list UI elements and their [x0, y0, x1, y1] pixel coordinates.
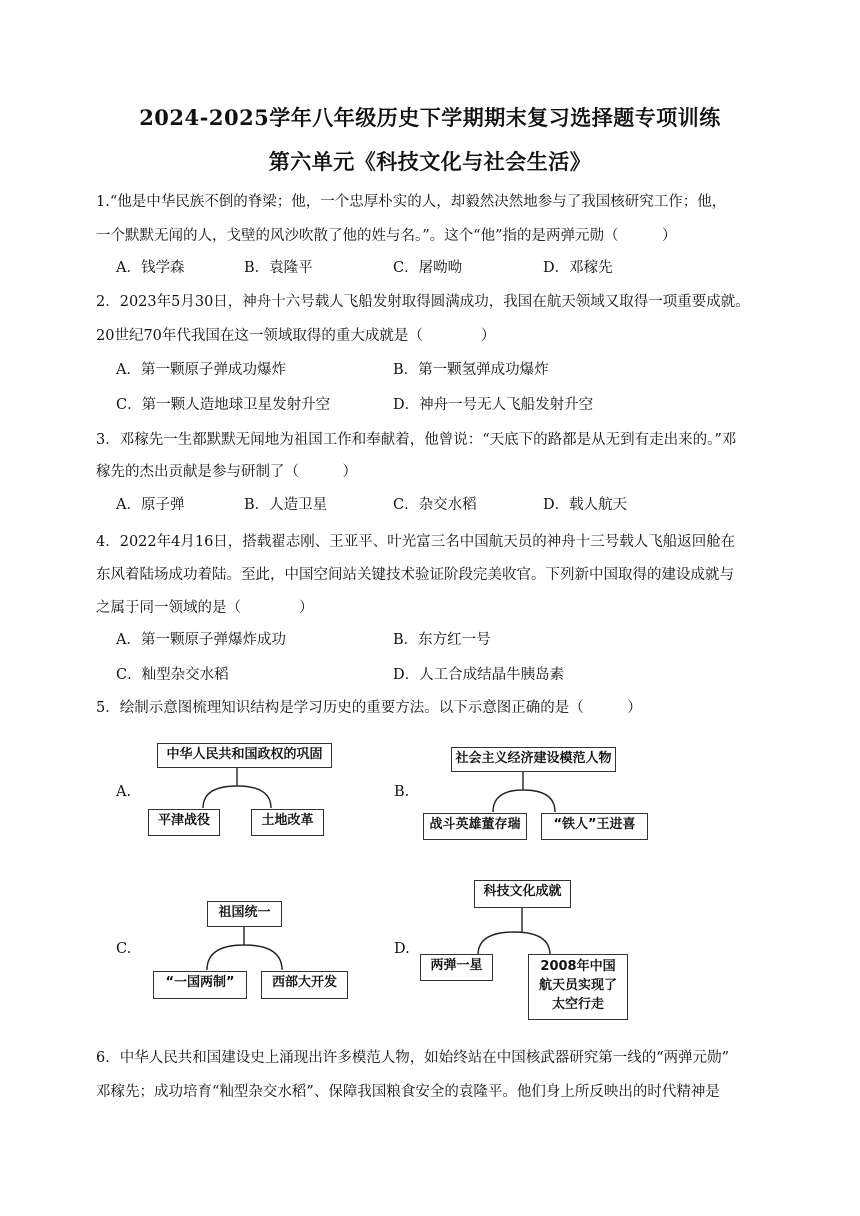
diagram-d-left-box: 两弹一星	[420, 954, 493, 981]
diagram-a-right-box: 土地改革	[251, 809, 324, 836]
q1-option-b[interactable]: B．袁隆平	[244, 260, 313, 276]
question-1-line-2: 一个默默无闻的人，戈壁的风沙吹散了他的姓与名。”。这个“他”指的是两弹元勋（ ）	[96, 228, 677, 244]
diagram-a-left-box: 平津战役	[148, 809, 220, 836]
q2-option-c[interactable]: C．第一颗人造地球卫星发射升空	[116, 397, 331, 413]
q4-option-d[interactable]: D．人工合成结晶牛胰岛素	[393, 667, 565, 683]
question-2-line-2: 20世纪70年代我国在这一领域取得的重大成就是（ ）	[96, 328, 496, 344]
q2-option-a[interactable]: A．第一颗原子弹成功爆炸	[116, 362, 286, 378]
diagram-b-left-box: 战斗英雄董存瑞	[423, 813, 527, 840]
q3-option-c[interactable]: C．杂交水稻	[393, 497, 477, 513]
q4-option-c[interactable]: C．籼型杂交水稻	[116, 667, 229, 683]
diagram-c-label[interactable]: C.	[116, 941, 132, 957]
q3-option-d[interactable]: D．载人航天	[543, 497, 628, 513]
question-6-line-2: 邓稼先；成功培育“籼型杂交水稻”、保障我国粮食安全的袁隆平。他们身上所反映出的时代精神是	[96, 1084, 720, 1100]
diagram-c-right-box: 西部大开发	[261, 971, 348, 999]
title-line-1: 2024-2025学年八年级历史下学期期末复习选择题专项训练	[139, 105, 721, 130]
diagram-c-left-box: “一国两制”	[153, 971, 247, 999]
q4-option-b[interactable]: B．东方红一号	[393, 632, 491, 648]
q3-option-b[interactable]: B．人造卫星	[244, 497, 328, 513]
question-5-line-1: 5．绘制示意图梳理知识结构是学习历史的重要方法。以下示意图正确的是（ ）	[96, 700, 642, 716]
diagram-d-right-box: 2008年中国航天员实现了太空行走	[528, 954, 628, 1020]
question-6-line-1: 6．中华人民共和国建设史上涌现出许多模范人物，如始终站在中国核武器研究第一线的“两弹元勋”	[96, 1050, 730, 1066]
diagram-a-label[interactable]: A.	[116, 784, 132, 800]
question-4-line-3: 之属于同一领域的是（ ）	[96, 600, 314, 616]
question-4-line-1: 4．2022年4月16日，搭载翟志刚、王亚平、叶光富三名中国航天员的神舟十三号载人飞船返回舱在	[96, 534, 736, 550]
diagram-b-label[interactable]: B.	[394, 784, 410, 800]
q1-option-d[interactable]: D．邓稼先	[543, 260, 613, 276]
diagram-b-top-box: 社会主义经济建设模范人物	[451, 747, 616, 772]
question-3-line-1: 3．邓稼先一生都默默无闻地为祖国工作和奉献着，他曾说：“天底下的路都是从无到有走出来的。”邓	[96, 432, 737, 448]
q2-option-d[interactable]: D．神舟一号无人飞船发射升空	[393, 397, 594, 413]
q2-option-b[interactable]: B．第一颗氢弹成功爆炸	[393, 362, 549, 378]
question-3-line-2: 稼先的杰出贡献是参与研制了（ ）	[96, 464, 357, 480]
q3-option-a[interactable]: A．原子弹	[116, 497, 185, 513]
diagram-d-label[interactable]: D.	[394, 941, 410, 957]
q1-option-c[interactable]: C．屠呦呦	[393, 260, 463, 276]
diagram-b-right-box: “铁人”王进喜	[541, 813, 648, 840]
question-1-line-1: 1.“他是中华民族不倒的脊梁；他，一个忠厚朴实的人，却毅然决然地参与了我国核研究工作；他，	[96, 194, 727, 210]
q1-option-a[interactable]: A．钱学森	[116, 260, 185, 276]
diagram-a-top-box: 中华人民共和国政权的巩固	[157, 743, 332, 768]
title-line-2: 第六单元《科技文化与社会生活》	[268, 149, 592, 174]
question-4-line-2: 东风着陆场成功着陆。至此，中国空间站关键技术验证阶段完美收官。下列新中国取得的建设成就与	[96, 567, 734, 583]
question-2-line-1: 2．2023年5月30日，神舟十六号载人飞船发射取得圆满成功，我国在航天领域又取得一项重要成就。	[96, 294, 750, 310]
q4-option-a[interactable]: A．第一颗原子弹爆炸成功	[116, 632, 286, 648]
diagram-d-top-box: 科技文化成就	[474, 880, 571, 908]
diagram-c-top-box: 祖国统一	[207, 901, 282, 927]
